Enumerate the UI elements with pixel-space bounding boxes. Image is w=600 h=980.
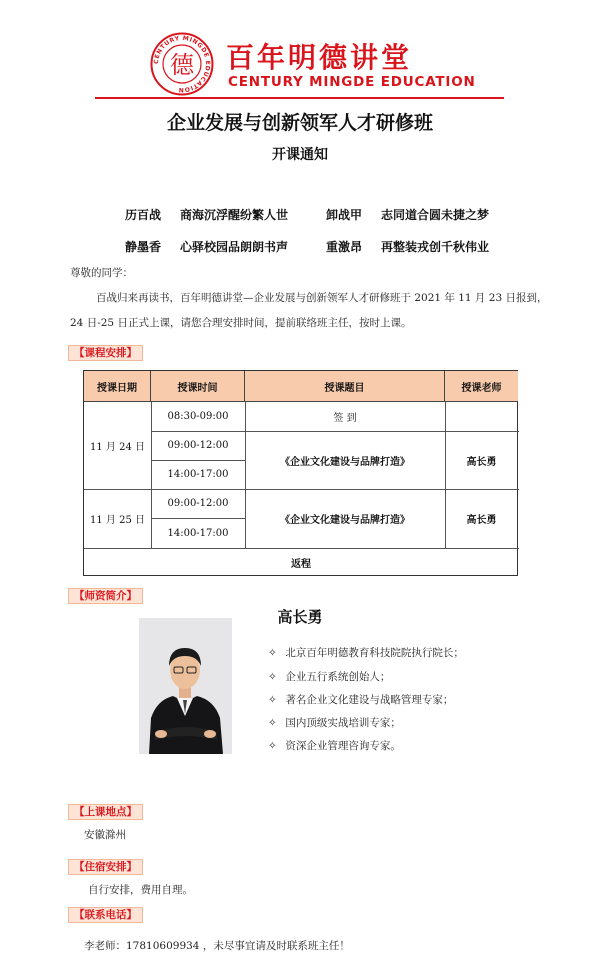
table-footer-return: 返程 xyxy=(291,558,311,570)
location-text: 安徽滁州 xyxy=(84,829,126,841)
poem-name: 静墨香 xyxy=(125,240,162,254)
diamond-bullet-icon: ✧ xyxy=(268,671,277,683)
poem-name: 重激昂 xyxy=(326,240,363,254)
bio-text: 企业五行系统创始人； xyxy=(285,671,391,683)
section-tag-lodging: 【住宿安排】 xyxy=(68,859,143,875)
poem-name: 历百战 xyxy=(125,208,162,222)
teacher-photo xyxy=(139,618,232,754)
brand-name-english: CENTURY MINGDE EDUCATION xyxy=(228,74,476,90)
schedule-table xyxy=(83,370,518,576)
section-tag-contact: 【联系电话】 xyxy=(68,907,143,923)
diamond-bullet-icon: ✧ xyxy=(268,717,277,729)
table-header-time: 授课时间 xyxy=(151,371,245,402)
bio-list-item xyxy=(268,669,390,684)
seal-character: 德 xyxy=(170,51,194,79)
page-title: 企业发展与创新领军人才研修班 xyxy=(166,112,433,134)
poem-name: 卸战甲 xyxy=(326,208,363,222)
poem-line: 再整装戎创千秋伟业 xyxy=(381,240,490,254)
intro-paragraph-line: 24 日-25 日正式上课，请您合理安排时间，提前联络班主任，按时上课。 xyxy=(70,317,412,329)
contact-text: 李老师：17810609934 ，未尽事宜请及时联系班主任！ xyxy=(84,940,350,952)
header-divider xyxy=(95,97,504,99)
lodging-text: 自行安排，费用自理。 xyxy=(88,884,193,896)
brand-logo xyxy=(150,32,476,96)
diamond-bullet-icon: ✧ xyxy=(268,647,277,659)
bio-list-item xyxy=(268,692,453,707)
table-cell-teacher: 高长勇 xyxy=(466,515,497,526)
table-cell-teacher: 高长勇 xyxy=(466,456,497,468)
bio-list-item xyxy=(268,715,401,730)
bio-text: 著名企业文化建设与战略管理专家； xyxy=(285,694,454,706)
seal-icon xyxy=(150,32,214,96)
table-cell-topic: 《企业文化建设与品牌打造》 xyxy=(280,456,410,468)
table-cell-time: 14:00-17:00 xyxy=(167,527,229,539)
diamond-bullet-icon: ✧ xyxy=(268,694,277,706)
teacher-name: 高长勇 xyxy=(277,608,323,626)
diamond-bullet-icon: ✧ xyxy=(268,740,277,752)
section-tag-schedule: 【课程安排】 xyxy=(68,345,143,361)
table-cell-date: 11 月 25 日 xyxy=(90,515,145,526)
poem-line: 志同道合圆未捷之梦 xyxy=(381,208,490,222)
table-cell-time: 08:30-09:00 xyxy=(167,411,229,422)
section-tag-teacher: 【师资简介】 xyxy=(68,588,143,604)
bio-list-item xyxy=(268,645,464,660)
table-cell-checkin: 签 到 xyxy=(333,413,357,424)
section-tag-location: 【上课地点】 xyxy=(68,804,143,820)
brand-name-chinese: 百年明德讲堂 xyxy=(226,41,413,74)
table-cell-time: 09:00-12:00 xyxy=(167,498,229,509)
bio-text: 国内顶级实战培训专家； xyxy=(285,717,401,729)
table-header-teacher: 授课老师 xyxy=(445,371,518,402)
poem-line: 商海沉浮醒纷繁人世 xyxy=(180,208,289,222)
seal-ring-text: CENTURY MINGDE EDUCATION xyxy=(152,34,212,94)
intro-paragraph-line: 百战归来再读书，百年明德讲堂—企业发展与创新领军人才研修班于 2021 年 11 月 23 日报到， xyxy=(96,292,548,304)
table-cell-topic: 《企业文化建设与品牌打造》 xyxy=(280,515,410,526)
table-header-topic: 授课题目 xyxy=(245,371,445,402)
table-header-date: 授课日期 xyxy=(84,371,151,402)
table-cell-date: 11 月 24 日 xyxy=(90,442,145,453)
table-cell-time: 09:00-12:00 xyxy=(167,440,229,451)
greeting: 尊敬的同学： xyxy=(70,267,133,279)
teacher-portrait-image xyxy=(139,618,232,754)
bio-text: 资深企业管理咨询专家。 xyxy=(285,740,401,752)
poem-line: 心驿校园品朗朗书声 xyxy=(180,240,289,254)
bio-text: 北京百年明德教育科技院院执行院长； xyxy=(285,647,464,659)
table-cell-time: 14:00-17:00 xyxy=(167,469,229,480)
bio-list-item xyxy=(268,738,401,753)
page-subtitle: 开课通知 xyxy=(272,147,328,163)
